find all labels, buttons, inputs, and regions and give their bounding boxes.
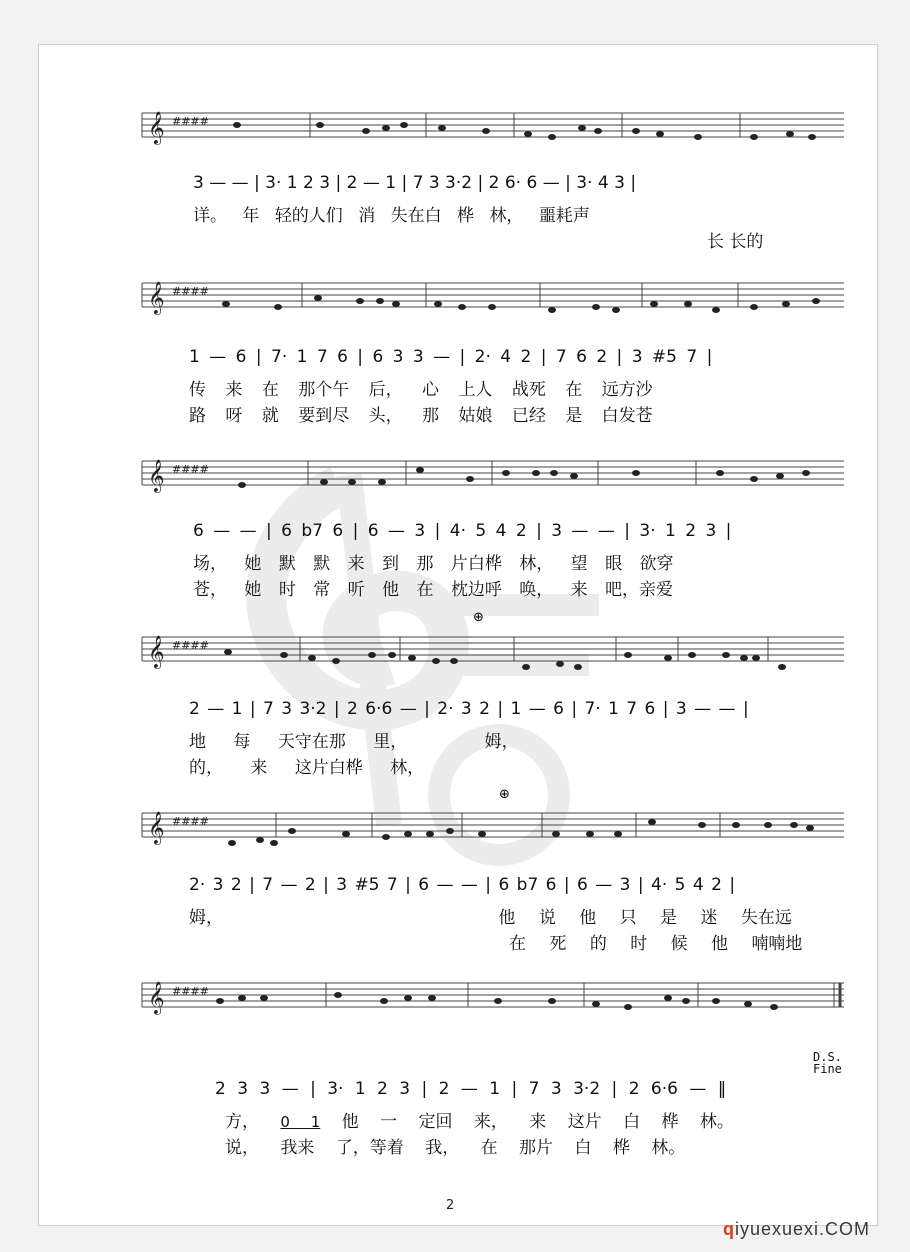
lyric: 就 [261,406,279,426]
segno-sign-icon: ⊕ [499,787,510,802]
site-watermark-prefix: q [722,1219,735,1239]
lyric: 时 [630,934,648,954]
jianpu-line-5 [189,875,910,895]
barline: | [401,173,408,193]
jianpu-measure: 3 — — [675,699,736,719]
jianpu-line-4 [189,699,910,719]
ds-fine-marking [813,1051,842,1075]
lyric: 姆， [189,908,223,928]
barline: | [255,347,262,367]
svg-text:𝄞: 𝄞 [148,635,165,668]
barline: | [536,521,542,541]
lyric: 林。 [699,1112,734,1132]
barline: | [323,875,329,895]
lyric: 她 [244,580,262,600]
jianpu-measure: 2· 3 2 [437,699,490,719]
barline: | [563,875,570,895]
jianpu-measure: 6 b7 6 [281,521,344,541]
barline: | [616,347,623,367]
lyric: 唤， [519,580,554,600]
jianpu-measure: 7 3 3·2 [412,173,473,193]
lyric: 长 长的 [707,232,764,252]
lyric-rest: 0 1 [280,1113,321,1131]
lyric: 消 [358,206,376,226]
lyric: 欲穿 [639,554,674,574]
lyric: 上人 [458,380,493,400]
lyric: 白发苍 [601,406,653,426]
jianpu-measure: 3 — — [551,521,615,541]
lyric: 枕边呼 [450,580,502,600]
jianpu-measure: 7· 1 7 6 [271,347,348,367]
lyric: 说 [538,908,556,928]
barline: | [729,875,736,895]
staff-system-4 [142,631,844,671]
barline: | [511,1079,518,1099]
lyric: 候 [670,934,688,954]
page-number: 2 [446,1198,455,1213]
barline: | [662,699,669,719]
barline: | [352,521,359,541]
lyric: 那 [416,554,434,574]
lyric: 眼 [605,554,623,574]
lyric: 桦 [457,206,475,226]
lyric: 来 [225,380,243,400]
lyric: 路 [189,406,206,426]
lyric: 桦 [661,1112,679,1132]
lyric: 到 [382,554,400,574]
jianpu-measure: 2· 4 2 [474,347,532,367]
lyric: 一 [380,1112,398,1132]
jianpu-measure: 3· 1 2 3 [327,1079,411,1099]
jianpu-measure: 2 6·6 — [628,1079,707,1099]
lyric: 失在白 [390,206,442,226]
lyric: 场， [193,554,227,574]
lyric: 方， [225,1112,259,1132]
lyric: 林， [519,554,554,574]
lyric: 姆， [484,732,519,752]
lyric: 他 [711,934,729,954]
lyric: 来 [250,758,268,778]
lyric: 后， [368,380,403,400]
lyric: 林， [489,206,524,226]
lyrics-verse1-line-4 [189,727,910,752]
svg-text:####: #### [172,115,209,128]
lyrics-verse1-line-1 [193,201,910,226]
jianpu-measure: 3 #5 7 [631,347,698,367]
lyric: 在 [565,380,583,400]
lyric: 白 [623,1112,641,1132]
barline: | [249,875,255,895]
lyric: 年 [242,206,260,226]
jianpu-measure: 6 3 3 — [372,347,451,367]
lyrics-verse1-line-3 [193,549,910,574]
lyric: 心 [422,380,440,400]
lyric: 听 [347,580,365,600]
svg-text:####: #### [172,639,209,652]
lyric: 轻的人们 [274,206,343,226]
lyrics-verse2-line-1 [707,227,910,252]
lyrics-verse1-line-6 [225,1107,910,1132]
lyric: 我， [425,1138,460,1158]
barline: | [485,875,492,895]
jianpu-measure: 1 — 6 [189,347,247,367]
lyric: 噩耗声 [538,206,590,226]
lyric: 了，等着 [335,1138,404,1158]
lyric: 的， [189,758,223,778]
staff-system-5 [142,807,844,847]
jianpu-measure: 7· 1 7 6 [584,699,656,719]
barline: | [725,521,732,541]
jianpu-measure: 2 3 3 — [215,1079,299,1099]
svg-text:####: #### [172,463,209,476]
jianpu-measure: 6 — — [193,521,257,541]
barline: | [497,699,504,719]
staff-system-2 [142,277,844,317]
lyric: 桦 [612,1138,630,1158]
barline: | [565,173,571,193]
jianpu-measure: 2 6·6 — [347,699,417,719]
lyric: 时 [278,580,296,600]
lyric: 只 [619,908,637,928]
barline: | [333,699,340,719]
lyric: 默 [278,554,296,574]
jianpu-measure: 3· 4 3 [576,173,625,193]
jianpu-measure: 3· 1 2 3 [639,521,717,541]
barline: | [310,1079,316,1099]
staff-system-3 [142,455,844,495]
jianpu-measure: 7 6 2 [555,347,608,367]
jianpu-line-1 [193,173,910,193]
lyric: 是 [565,406,583,426]
svg-text:####: #### [172,985,209,998]
final-barline: ‖ [717,1079,727,1099]
lyric: 远方沙 [601,380,653,400]
jianpu-measure: 6 b7 6 [498,875,557,895]
lyric: 林。 [651,1138,686,1158]
svg-text:𝄞: 𝄞 [148,111,165,144]
barline: | [611,1079,618,1099]
lyric: 是 [660,908,678,928]
barline: | [477,173,484,193]
ds-label: D.S. [813,1050,842,1064]
lyric: 死 [549,934,567,954]
barline: | [742,699,749,719]
svg-text:𝄞: 𝄞 [148,811,165,844]
jianpu-measure: 7 3 3·2 [263,699,327,719]
jianpu-measure: 3 — — [193,173,249,193]
lyric: 那片 [519,1138,554,1158]
lyric: 他 [579,908,597,928]
lyrics-verse1-line-5 [189,903,910,928]
lyric: 姑娘 [458,406,493,426]
jianpu-measure: 6 — — [418,875,478,895]
barline: | [434,521,441,541]
lyric: 地 [189,732,206,752]
lyric: 在 [480,1138,498,1158]
lyric: 来 [347,554,365,574]
jianpu-measure: 2· 3 2 [189,875,242,895]
jianpu-measure: 2 — 1 [346,173,397,193]
jianpu-measure: 6 — 3 [367,521,426,541]
lyrics-verse2-line-2 [189,401,910,426]
jianpu-measure: 3· 1 2 3 [265,173,331,193]
lyric: 这片 [567,1112,602,1132]
svg-text:𝄞: 𝄞 [148,981,165,1014]
fine-label: Fine [813,1062,842,1076]
lyric: 已经 [511,406,546,426]
jianpu-line-2 [189,347,910,367]
lyric: 在 [509,934,526,954]
jianpu-measure: 7 3 3·2 [528,1079,601,1099]
barline: | [424,699,430,719]
lyric: 吧，亲爱 [605,580,674,600]
barline: | [459,347,466,367]
lyric: 她 [244,554,262,574]
lyric: 这片白桦 [294,758,363,778]
lyric: 里， [373,732,408,752]
lyric: 他 [498,908,516,928]
jianpu-measure: 4· 5 4 2 [651,875,722,895]
lyric: 我来 [280,1138,315,1158]
jianpu-line-3 [193,521,910,541]
jianpu-measure: 6 — 3 [577,875,631,895]
lyric: 白 [574,1138,592,1158]
lyric: 战死 [511,380,546,400]
jianpu-line-6 [215,1079,910,1099]
lyric: 的 [589,934,607,954]
lyric: 要到尽 [298,406,350,426]
lyric: 林， [390,758,425,778]
jianpu-measure: 2 — 1 [189,699,243,719]
lyric: 他 [382,580,400,600]
lyric: 详。 [193,206,227,226]
staff-system-1 [142,107,844,147]
lyric: 在 [261,380,279,400]
site-watermark-text: iyuexuexi.COM [734,1219,870,1239]
lyric: 来， [473,1112,508,1132]
lyrics-verse2-line-4 [189,753,910,778]
lyric: 他 [341,1112,359,1132]
svg-text:####: #### [172,815,209,828]
lyric: 那 [422,406,440,426]
barline: | [405,875,411,895]
lyric: 苍， [193,580,227,600]
lyric: 来 [570,580,588,600]
lyric: 说， [225,1138,259,1158]
score-page [38,44,878,1226]
lyrics-verse2-line-3 [193,575,910,600]
barline: | [421,1079,428,1099]
barline: | [540,347,547,367]
svg-text:####: #### [172,285,209,298]
lyrics-verse2-line-6 [225,1133,910,1158]
lyrics-verse2-line-5 [509,929,910,954]
lyric: 传 [189,380,206,400]
lyric: 喃喃地 [751,934,803,954]
lyric: 在 [416,580,434,600]
barline: | [335,173,342,193]
lyric: 迷 [700,908,718,928]
lyric: 头， [368,406,403,426]
lyric: 望 [570,554,588,574]
barline: | [254,173,260,193]
lyrics-verse1-line-2 [189,375,910,400]
jianpu-measure: 4· 5 4 2 [449,521,527,541]
coda-sign-icon: ⊕ [473,610,484,625]
lyric: 那个午 [298,380,350,400]
jianpu-measure: 7 — 2 [262,875,316,895]
barline: | [637,875,644,895]
lyric: 片白桦 [450,554,502,574]
lyric: 常 [313,580,331,600]
barline: | [266,521,272,541]
site-watermark [723,1219,870,1240]
barline: | [706,347,713,367]
jianpu-measure: 3 #5 7 [336,875,398,895]
barline: | [571,699,578,719]
lyric: 每 [233,732,251,752]
lyric: 定回 [418,1112,453,1132]
svg-text:𝄞: 𝄞 [148,459,165,492]
lyric: 默 [313,554,331,574]
staff-system-6 [142,977,844,1017]
lyric: 呀 [225,406,243,426]
jianpu-measure: 1 — 6 [510,699,564,719]
barline: | [624,521,630,541]
barline: | [357,347,364,367]
lyric: 天守在那 [277,732,346,752]
svg-text:𝄞: 𝄞 [148,281,165,314]
jianpu-measure: 2 6· 6 — [488,173,560,193]
barline: | [630,173,637,193]
jianpu-measure: 2 — 1 [438,1079,501,1099]
barline: | [249,699,256,719]
lyric: 来 [529,1112,547,1132]
lyric: 失在远 [740,908,792,928]
